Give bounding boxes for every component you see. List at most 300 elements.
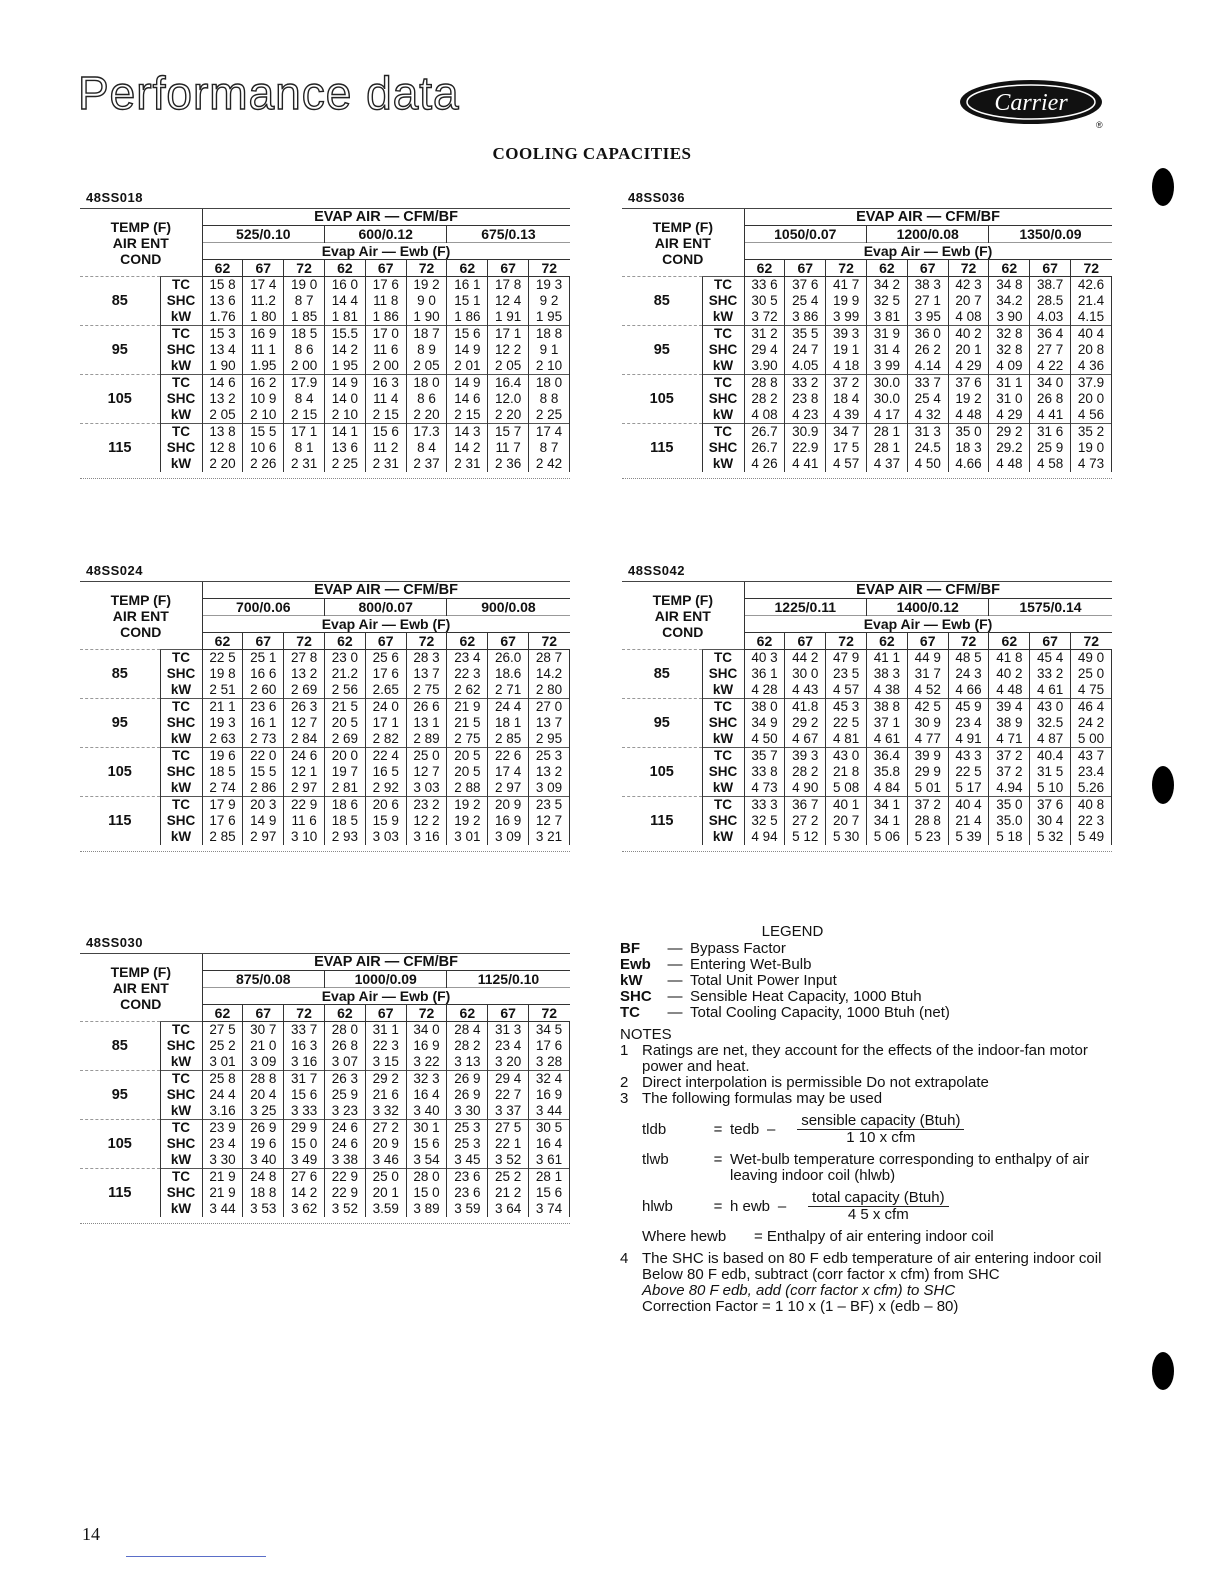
value-cell: 34 0 <box>1030 375 1071 392</box>
value-cell: 3 30 <box>202 1152 243 1169</box>
value-cell: 3 53 <box>243 1201 284 1217</box>
value-cell: 22 3 <box>447 666 488 682</box>
value-cell: 23 9 <box>202 1120 243 1137</box>
value-cell: 2 97 <box>284 780 325 797</box>
row-label: SHC <box>702 666 744 682</box>
value-cell: 24 6 <box>325 1120 366 1137</box>
value-cell: 2 56 <box>325 682 366 699</box>
value-cell: 5 18 <box>989 829 1030 845</box>
cfm-bf-header: 1400/0.12 <box>867 599 989 616</box>
value-cell: 2 82 <box>365 731 406 748</box>
value-cell: 28 1 <box>867 424 908 441</box>
value-cell: 2 10 <box>529 358 570 375</box>
value-cell: 29 2 <box>989 424 1030 441</box>
value-cell: 37 6 <box>785 277 826 294</box>
value-cell: 22 5 <box>202 650 243 667</box>
value-cell: 15 1 <box>447 293 488 309</box>
temp-header: TEMP (F) AIR ENT COND <box>110 218 171 267</box>
value-cell: 22 3 <box>1071 813 1112 829</box>
value-cell: 23 4 <box>202 1136 243 1152</box>
value-cell: 3 09 <box>529 780 570 797</box>
value-cell: 2 15 <box>447 407 488 424</box>
value-cell: 21 9 <box>202 1185 243 1201</box>
value-cell: 12 8 <box>202 440 243 456</box>
wetbulb-header: 62 <box>325 633 366 650</box>
value-cell: 45 9 <box>948 699 989 716</box>
value-cell: 2 42 <box>529 456 570 472</box>
temp-cell: 115 <box>622 797 702 846</box>
temp-cell: 105 <box>622 748 702 797</box>
value-cell: 2 88 <box>447 780 488 797</box>
value-cell: 23.4 <box>1071 764 1112 780</box>
value-cell: 41 1 <box>867 650 908 667</box>
value-cell: 31 5 <box>1030 764 1071 780</box>
value-cell: 31 4 <box>867 342 908 358</box>
capacity-table <box>622 582 1112 845</box>
wetbulb-header: 67 <box>365 1005 406 1022</box>
wetbulb-header: 67 <box>243 260 284 277</box>
value-cell: 38 3 <box>907 277 948 294</box>
value-cell: 20 1 <box>948 342 989 358</box>
temp-cell: 85 <box>80 1022 160 1071</box>
value-cell: 25 4 <box>907 391 948 407</box>
value-cell: 4 81 <box>826 731 867 748</box>
value-cell: 4 75 <box>1071 682 1112 699</box>
value-cell: 4 56 <box>1071 407 1112 424</box>
value-cell: 11 6 <box>365 342 406 358</box>
value-cell: 42.6 <box>1071 277 1112 294</box>
row-label: TC <box>702 424 744 441</box>
note-3: 3 The following formulas may be used <box>620 1090 883 1107</box>
row-label: SHC <box>160 342 202 358</box>
value-cell: 8 4 <box>284 391 325 407</box>
value-cell: 3 90 <box>989 309 1030 326</box>
value-cell: 15 0 <box>284 1136 325 1152</box>
cfm-bf-header: 1000/0.09 <box>325 971 447 988</box>
value-cell: 38.7 <box>1030 277 1071 294</box>
value-cell: 3 46 <box>365 1152 406 1169</box>
value-cell: 24 6 <box>325 1136 366 1152</box>
value-cell: 21.4 <box>1071 293 1112 309</box>
value-cell: 16 3 <box>365 375 406 392</box>
value-cell: 34 9 <box>744 715 785 731</box>
table-row <box>622 797 1112 814</box>
value-cell: 39 4 <box>989 699 1030 716</box>
value-cell: 28 8 <box>744 375 785 392</box>
value-cell: 2 73 <box>243 731 284 748</box>
temp-cell: 115 <box>80 1169 160 1218</box>
value-cell: 1 86 <box>447 309 488 326</box>
table-row <box>80 748 570 765</box>
value-cell: 47 9 <box>826 650 867 667</box>
value-cell: 2 36 <box>488 456 529 472</box>
value-cell: 14 1 <box>325 424 366 441</box>
value-cell: 5 06 <box>867 829 908 845</box>
row-label: TC <box>160 1071 202 1088</box>
value-cell: 5 10 <box>1030 780 1071 797</box>
value-cell: 28 2 <box>744 391 785 407</box>
value-cell: 17 4 <box>243 277 284 294</box>
value-cell: 22 1 <box>488 1136 529 1152</box>
value-cell: 16.4 <box>488 375 529 392</box>
wetbulb-header: 72 <box>1071 260 1112 277</box>
value-cell: 2 93 <box>325 829 366 845</box>
note-4-below: Below 80 F edb, subtract (corr factor x cfm) from SHC <box>642 1266 1000 1283</box>
value-cell: 3 74 <box>529 1201 570 1217</box>
value-cell: 17 6 <box>202 813 243 829</box>
value-cell: 2 62 <box>447 682 488 699</box>
value-cell: 37 2 <box>907 797 948 814</box>
value-cell: 4 23 <box>785 407 826 424</box>
row-label: TC <box>160 748 202 765</box>
value-cell: 19 0 <box>284 277 325 294</box>
table-block-48ss018 <box>80 190 570 479</box>
value-cell: 22 6 <box>488 748 529 765</box>
ewb-header: Evap Air — Ewb (F) <box>202 616 569 633</box>
value-cell: 34 2 <box>867 277 908 294</box>
row-label: kW <box>702 780 744 797</box>
value-cell: 11 8 <box>365 293 406 309</box>
value-cell: 2 85 <box>488 731 529 748</box>
model-title: 48SS036 <box>622 190 1112 209</box>
value-cell: 32.5 <box>1030 715 1071 731</box>
value-cell: 36 4 <box>1030 326 1071 343</box>
wetbulb-header: 67 <box>488 633 529 650</box>
row-label: TC <box>160 699 202 716</box>
value-cell: 23 4 <box>447 650 488 667</box>
value-cell: 2 05 <box>202 407 243 424</box>
note-4: 4 The SHC is based on 80 F edb temperature of air entering indoor coil <box>620 1250 1102 1267</box>
value-cell: 3 64 <box>488 1201 529 1217</box>
value-cell: 16 9 <box>488 813 529 829</box>
row-label: SHC <box>702 391 744 407</box>
row-label: TC <box>160 797 202 814</box>
value-cell: 27 2 <box>365 1120 406 1137</box>
value-cell: 28.5 <box>1030 293 1071 309</box>
value-cell: 11 6 <box>284 813 325 829</box>
value-cell: 38 8 <box>867 699 908 716</box>
value-cell: 16 2 <box>243 375 284 392</box>
cfm-bf-header: 600/0.12 <box>325 226 447 243</box>
row-label: TC <box>702 748 744 765</box>
value-cell: 31 3 <box>907 424 948 441</box>
wetbulb-header: 62 <box>744 260 785 277</box>
value-cell: 17 6 <box>365 277 406 294</box>
value-cell: 1.76 <box>202 309 243 326</box>
value-cell: 2 95 <box>529 731 570 748</box>
value-cell: 30 7 <box>243 1022 284 1039</box>
value-cell: 24 4 <box>488 699 529 716</box>
value-cell: 4 26 <box>744 456 785 472</box>
value-cell: 3 23 <box>325 1103 366 1120</box>
value-cell: 4 48 <box>989 682 1030 699</box>
table-row <box>80 277 570 294</box>
value-cell: 2 51 <box>202 682 243 699</box>
formula-tldb: tldb = tedb – $\frac{\text{sensible capacity (Btuh)}}{\text{1 10 x cfm}}$ <box>642 1113 1120 1146</box>
value-cell: 20 0 <box>1071 391 1112 407</box>
value-cell: 4 37 <box>867 456 908 472</box>
table-row <box>80 797 570 814</box>
value-cell: 1 95 <box>529 309 570 326</box>
temp-header: TEMP (F) AIR ENT COND <box>652 218 713 267</box>
row-label: SHC <box>160 764 202 780</box>
value-cell: 2 60 <box>243 682 284 699</box>
value-cell: 18 5 <box>284 326 325 343</box>
table-row <box>80 650 570 667</box>
value-cell: 5 30 <box>826 829 867 845</box>
value-cell: 24 4 <box>202 1087 243 1103</box>
value-cell: 34 1 <box>867 797 908 814</box>
value-cell: 2 20 <box>488 407 529 424</box>
value-cell: 30.0 <box>867 391 908 407</box>
value-cell: 25 3 <box>529 748 570 765</box>
ewb-header: Evap Air — Ewb (F) <box>202 988 569 1005</box>
value-cell: 40.4 <box>1030 748 1071 765</box>
wetbulb-header: 62 <box>202 260 243 277</box>
value-cell: 4 32 <box>907 407 948 424</box>
value-cell: 3 86 <box>785 309 826 326</box>
wetbulb-header: 72 <box>529 633 570 650</box>
header-row <box>80 954 570 971</box>
notes-title: NOTES <box>620 1026 672 1043</box>
wetbulb-header: 67 <box>243 1005 284 1022</box>
value-cell: 5 49 <box>1071 829 1112 845</box>
capacity-table <box>80 954 570 1217</box>
value-cell: 2 25 <box>325 456 366 472</box>
table-block-48ss036 <box>622 190 1112 479</box>
value-cell: 15 6 <box>447 326 488 343</box>
value-cell: 2 37 <box>406 456 447 472</box>
value-cell: 11 1 <box>243 342 284 358</box>
value-cell: 20 5 <box>447 748 488 765</box>
wetbulb-header: 72 <box>948 260 989 277</box>
value-cell: 18 0 <box>406 375 447 392</box>
value-cell: 19 7 <box>325 764 366 780</box>
table-bottom-rule <box>622 845 1112 852</box>
value-cell: 15 6 <box>365 424 406 441</box>
value-cell: 44 2 <box>785 650 826 667</box>
temp-cell: 105 <box>80 748 160 797</box>
table-row <box>80 1120 570 1137</box>
value-cell: 26 8 <box>1030 391 1071 407</box>
model-title: 48SS018 <box>80 190 570 209</box>
legend-item: SHC — Sensible Heat Capacity, 1000 Btuh <box>620 988 922 1005</box>
table-bottom-rule <box>80 1217 570 1224</box>
value-cell: 5 23 <box>907 829 948 845</box>
value-cell: 23 4 <box>948 715 989 731</box>
row-label: kW <box>702 309 744 326</box>
value-cell: 2 25 <box>529 407 570 424</box>
wetbulb-header: 72 <box>406 260 447 277</box>
value-cell: 15 6 <box>284 1087 325 1103</box>
value-cell: 3 37 <box>488 1103 529 1120</box>
row-label: TC <box>160 326 202 343</box>
value-cell: 4 77 <box>907 731 948 748</box>
legend-item: TC — Total Cooling Capacity, 1000 Btuh (net) <box>620 1004 950 1021</box>
wetbulb-header: 72 <box>1071 633 1112 650</box>
wetbulb-header: 67 <box>488 260 529 277</box>
value-cell: 2 85 <box>202 829 243 845</box>
value-cell: 33 3 <box>744 797 785 814</box>
section-title: COOLING CAPACITIES <box>492 144 692 163</box>
value-cell: 16 3 <box>284 1038 325 1054</box>
value-cell: 3 44 <box>529 1103 570 1120</box>
temp-cell: 115 <box>80 424 160 473</box>
value-cell: 37 6 <box>1030 797 1071 814</box>
cfm-bf-header: 1200/0.08 <box>867 226 989 243</box>
footer-line <box>126 1556 266 1557</box>
value-cell: 8 6 <box>284 342 325 358</box>
value-cell: 40 1 <box>826 797 867 814</box>
value-cell: 17 5 <box>826 440 867 456</box>
cfm-bf-header: 675/0.13 <box>447 226 570 243</box>
temp-header: TEMP (F) AIR ENT COND <box>652 591 713 640</box>
value-cell: 26 2 <box>907 342 948 358</box>
value-cell: 26.0 <box>488 650 529 667</box>
value-cell: 34 7 <box>826 424 867 441</box>
value-cell: 14 2 <box>447 440 488 456</box>
value-cell: 21 4 <box>948 813 989 829</box>
model-title: 48SS024 <box>80 563 570 582</box>
value-cell: 30 1 <box>406 1120 447 1137</box>
value-cell: 39 9 <box>907 748 948 765</box>
value-cell: 19 6 <box>243 1136 284 1152</box>
value-cell: 15 9 <box>365 813 406 829</box>
value-cell: 25 9 <box>1030 440 1071 456</box>
table-row <box>622 375 1112 392</box>
value-cell: 35.0 <box>989 813 1030 829</box>
row-label: kW <box>160 456 202 472</box>
value-cell: 43 7 <box>1071 748 1112 765</box>
row-label: kW <box>160 1054 202 1071</box>
value-cell: 1 95 <box>325 358 366 375</box>
value-cell: 16 9 <box>243 326 284 343</box>
value-cell: 8 9 <box>406 342 447 358</box>
value-cell: 32 3 <box>406 1071 447 1088</box>
value-cell: 21 5 <box>447 715 488 731</box>
value-cell: 18 5 <box>202 764 243 780</box>
value-cell: 23 2 <box>406 797 447 814</box>
value-cell: 19 9 <box>826 293 867 309</box>
value-cell: 12 4 <box>488 293 529 309</box>
value-cell: 3 44 <box>202 1201 243 1217</box>
row-label: kW <box>160 407 202 424</box>
value-cell: 24 0 <box>365 699 406 716</box>
value-cell: 3 54 <box>406 1152 447 1169</box>
value-cell: 5 12 <box>785 829 826 845</box>
value-cell: 27 6 <box>284 1169 325 1186</box>
value-cell: 23 6 <box>243 699 284 716</box>
value-cell: 13 2 <box>284 666 325 682</box>
value-cell: 4 41 <box>1030 407 1071 424</box>
value-cell: 3 52 <box>488 1152 529 1169</box>
row-label: kW <box>160 829 202 845</box>
formula-hlwb: hlwb = h ewb – $\frac{\text{total capacity (Btuh)}}{\text{4 5 x cfm}}$ <box>642 1190 1120 1223</box>
binder-hole-bottom <box>1152 1352 1174 1390</box>
wetbulb-header: 62 <box>325 1005 366 1022</box>
wetbulb-header: 72 <box>284 633 325 650</box>
value-cell: 20 5 <box>447 764 488 780</box>
evap-air-header: EVAP AIR — CFM/BF <box>202 954 569 971</box>
table-row <box>622 748 1112 765</box>
value-cell: 11 4 <box>365 391 406 407</box>
value-cell: 19 3 <box>529 277 570 294</box>
value-cell: 33 7 <box>907 375 948 392</box>
value-cell: 5 08 <box>826 780 867 797</box>
value-cell: 25 0 <box>406 748 447 765</box>
wetbulb-header: 67 <box>1030 633 1071 650</box>
wetbulb-header: 62 <box>867 633 908 650</box>
value-cell: 2 26 <box>243 456 284 472</box>
value-cell: 9 2 <box>529 293 570 309</box>
row-label: SHC <box>160 1185 202 1201</box>
value-cell: 8 4 <box>406 440 447 456</box>
capacity-table <box>80 209 570 472</box>
value-cell: 29.2 <box>989 440 1030 456</box>
value-cell: 18 0 <box>529 375 570 392</box>
value-cell: 33 7 <box>284 1022 325 1039</box>
value-cell: 3 99 <box>867 358 908 375</box>
value-cell: 34 1 <box>867 813 908 829</box>
value-cell: 4 57 <box>826 456 867 472</box>
value-cell: 31 7 <box>284 1071 325 1088</box>
value-cell: 30.0 <box>867 375 908 392</box>
value-cell: 31 7 <box>907 666 948 682</box>
value-cell: 31 6 <box>1030 424 1071 441</box>
row-label: kW <box>702 358 744 375</box>
value-cell: 25 1 <box>243 650 284 667</box>
value-cell: 2 31 <box>365 456 406 472</box>
value-cell: 22 5 <box>826 715 867 731</box>
row-label: kW <box>160 682 202 699</box>
value-cell: 2 84 <box>284 731 325 748</box>
value-cell: 5 32 <box>1030 829 1071 845</box>
value-cell: 3 03 <box>406 780 447 797</box>
wetbulb-header: 67 <box>488 1005 529 1022</box>
table-row <box>80 699 570 716</box>
value-cell: 3 20 <box>488 1054 529 1071</box>
wetbulb-header: 67 <box>243 633 284 650</box>
value-cell: 17 9 <box>202 797 243 814</box>
row-label: TC <box>702 650 744 667</box>
row-label: kW <box>160 309 202 326</box>
value-cell: 3 13 <box>447 1054 488 1071</box>
value-cell: 35 7 <box>744 748 785 765</box>
value-cell: 4.03 <box>1030 309 1071 326</box>
row-label: TC <box>702 277 744 294</box>
value-cell: 2 69 <box>325 731 366 748</box>
table-row <box>622 424 1112 441</box>
value-cell: 22 9 <box>325 1169 366 1186</box>
value-cell: 2 15 <box>284 407 325 424</box>
value-cell: 19 2 <box>447 797 488 814</box>
value-cell: 13 2 <box>202 391 243 407</box>
temp-cell: 85 <box>80 277 160 326</box>
value-cell: 22 9 <box>284 797 325 814</box>
value-cell: 8 8 <box>529 391 570 407</box>
value-cell: 24 7 <box>785 342 826 358</box>
value-cell: 3 32 <box>365 1103 406 1120</box>
table-row <box>622 699 1112 716</box>
value-cell: 26.7 <box>744 440 785 456</box>
row-label: TC <box>702 326 744 343</box>
value-cell: 16 4 <box>406 1087 447 1103</box>
row-label: TC <box>160 375 202 392</box>
row-label: SHC <box>702 813 744 829</box>
value-cell: 12 7 <box>406 764 447 780</box>
value-cell: 29 2 <box>785 715 826 731</box>
value-cell: 17 4 <box>488 764 529 780</box>
